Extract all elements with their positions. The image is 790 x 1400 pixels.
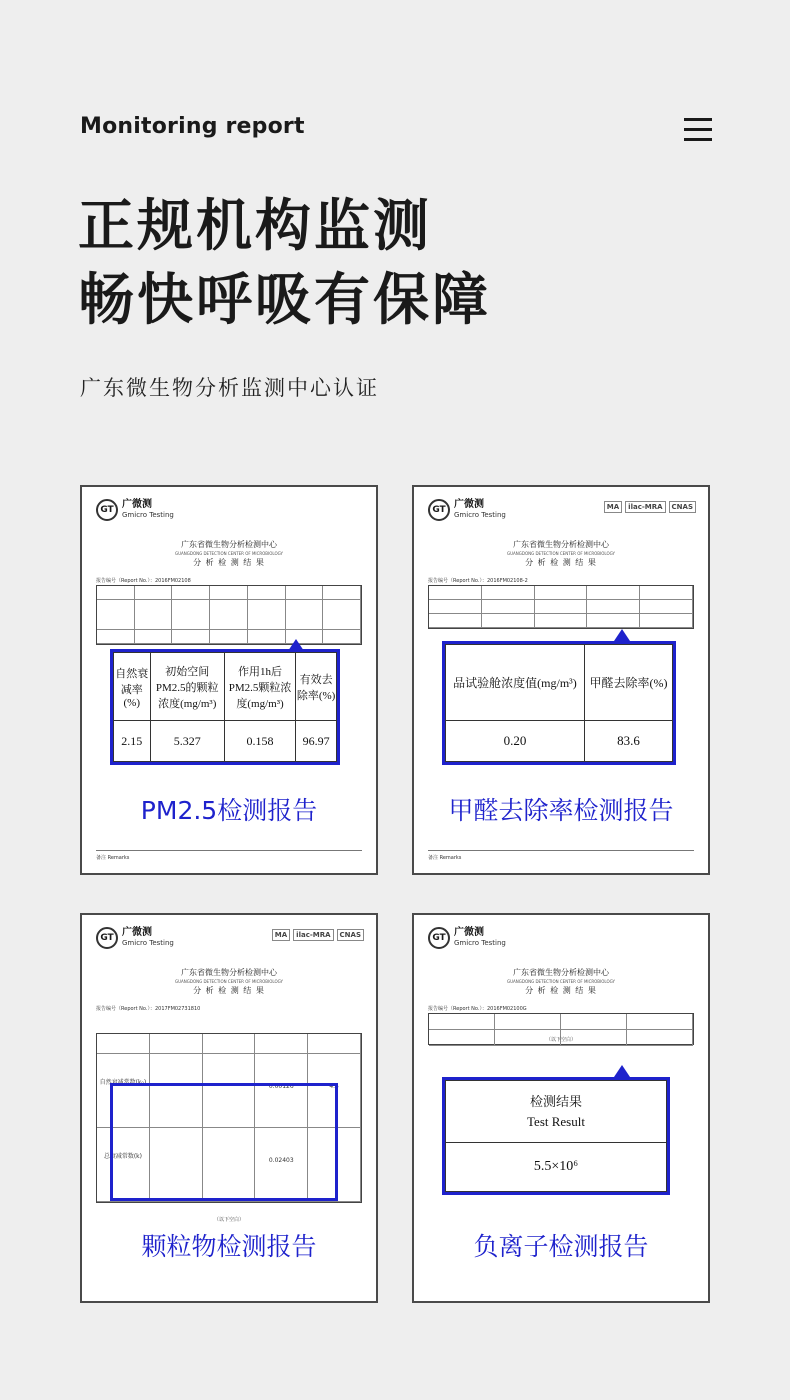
card-caption: PM2.5检测报告 [92,791,366,827]
logo-en: Gmicro Testing [122,939,174,947]
logo-cn: 广微测 [122,499,152,510]
row-label-natural-decay: 自然衰减常数(k₀) [97,1054,150,1127]
gmicro-logo [96,499,174,521]
ilac-mra-icon: ilac-MRA [625,501,665,513]
value-natural-decay-constant: 0.00126 [255,1054,308,1127]
value-total-decay-constant: 0.02403 [255,1128,308,1201]
remark-row: 备注 Remarks [428,850,694,861]
report-document [92,923,366,1293]
logo-cn: 广微测 [454,927,484,938]
highlight-box [110,1083,338,1201]
headline [78,190,491,338]
hamburger-menu-icon[interactable] [684,118,712,142]
card-caption: 颗粒物检测报告 [92,1227,366,1263]
test-result-label-cn: 检测结果 [529,1093,582,1109]
gt-logo-icon: GT [96,499,118,521]
gmicro-logo [428,499,506,521]
header-chamber-concentration: 品试验舱浓度值(mg/m³) [446,645,585,721]
doc-title: 广东省微生物分析检测中心 [181,968,277,977]
remark-row: （以下空白） [213,1217,244,1223]
gt-logo-icon: GT [428,927,450,949]
report-number: 报告编号（Report No.）：2016FM02100G [428,1006,527,1012]
row-label-total-decay: 总衰减常数(k) [97,1128,150,1201]
value-initial-concentration: 5.327 [150,721,224,762]
report-card-formaldehyde[interactable] [412,485,710,875]
report-document [424,923,698,1293]
zoomed-result-table [442,641,676,765]
report-document [92,495,366,865]
doc-title: 广东省微生物分析检测中心 [181,540,277,549]
report-document [424,495,698,865]
value-formaldehyde-removal: 83.6 [584,721,672,762]
zoomed-result-table [442,1077,670,1195]
zoomed-result-table [110,649,340,765]
value-cadr: 4.5 [308,1054,361,1127]
value-chamber-concentration: 0.20 [446,721,585,762]
logo-en: Gmicro Testing [454,939,506,947]
gmicro-logo [96,927,174,949]
logo-en: Gmicro Testing [454,511,506,519]
doc-title: 广东省微生物分析检测中心 [513,968,609,977]
ilac-mra-icon: ilac-MRA [293,929,333,941]
doc-subtitle: 分 析 检 测 结 果 [193,986,265,995]
doc-subtitle: 分 析 检 测 结 果 [193,558,265,567]
remark-row: （以下空白） [545,1037,576,1043]
cma-icon: MA [272,929,290,941]
value-after-1h: 0.158 [224,721,295,762]
gt-logo-icon: GT [96,927,118,949]
headline-line-1: 正规机构监测 [78,194,432,259]
certification-marks [604,501,696,513]
top-bar [80,112,712,152]
background-table [96,585,362,645]
page-title: Monitoring report [80,114,305,139]
report-card-negative-ion[interactable] [412,913,710,1303]
subtitle: 广东微生物分析监测中心认证 [80,376,379,400]
cnas-icon: CNAS [337,929,364,941]
report-card-particulate[interactable] [80,913,378,1303]
header-removal-rate: 有效去除率(%) [296,653,337,721]
logo-en: Gmicro Testing [122,511,174,519]
remark-row: 备注 Remarks [96,850,362,861]
test-result-value: 5.5×10⁶ [446,1143,667,1192]
doc-subtitle: 分 析 检 测 结 果 [525,986,597,995]
headline-line-2: 畅快呼吸有保障 [78,268,491,333]
gt-logo-icon: GT [428,499,450,521]
cma-icon: MA [604,501,622,513]
report-number: 报告编号（Report No.）：2016FM02108 [96,578,191,584]
header-natural-decay: 自然衰减率(%) [114,653,151,721]
value-removal-rate: 96.97 [296,721,337,762]
card-caption: 负离子检测报告 [424,1227,698,1263]
doc-title-en: GUANGDONG DETECTION CENTER OF MICROBIOLOGY [507,979,615,984]
report-number: 报告编号（Report No.）：2017FM02731810 [96,1006,201,1012]
logo-cn: 广微测 [454,499,484,510]
doc-title-en: GUANGDONG DETECTION CENTER OF MICROBIOLOGY [175,551,283,556]
report-card-pm25[interactable] [80,485,378,875]
gmicro-logo [428,927,506,949]
certification-marks [272,929,364,941]
header-after-1h: 作用1h后PM2.5颗粒浓度(mg/m³) [224,653,295,721]
value-natural-decay: 2.15 [114,721,151,762]
doc-subtitle: 分 析 检 测 结 果 [525,558,597,567]
test-result-label-en: Test Result [527,1113,585,1129]
card-caption: 甲醛去除率检测报告 [424,791,698,827]
doc-title-en: GUANGDONG DETECTION CENTER OF MICROBIOLOGY [175,979,283,984]
report-number: 报告编号（Report No.）：2016FM02108-2 [428,578,528,584]
logo-cn: 广微测 [122,927,152,938]
header-formaldehyde-removal: 甲醛去除率(%) [584,645,672,721]
callout-pointer [614,629,630,641]
background-table [428,585,694,629]
cnas-icon: CNAS [669,501,696,513]
header-initial-concentration: 初始空间PM2.5的颗粒浓度(mg/m³) [150,653,224,721]
doc-title-en: GUANGDONG DETECTION CENTER OF MICROBIOLOGY [507,551,615,556]
callout-pointer [614,1065,630,1077]
doc-title: 广东省微生物分析检测中心 [513,540,609,549]
